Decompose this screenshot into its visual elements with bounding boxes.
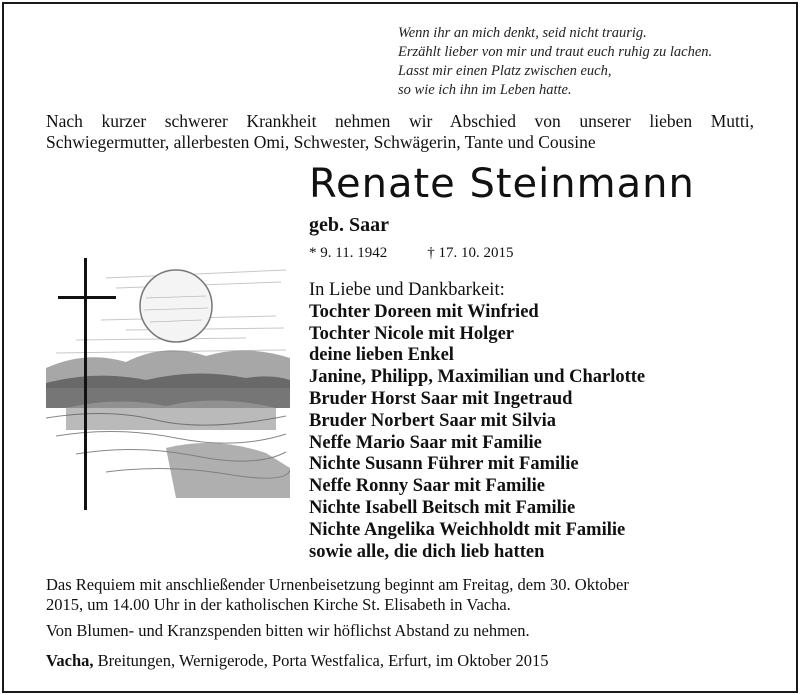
memorial-image <box>46 258 290 510</box>
places-rest: Breitungen, Wernigerode, Porta Westfalica, Erfurt, im Oktober 2015 <box>93 651 549 670</box>
mourner-line: Tochter Doreen mit Winfried <box>309 301 539 322</box>
cross-landscape-icon <box>46 258 290 510</box>
mourner-line: Nichte Susann Führer mit Familie <box>309 454 579 475</box>
mourner-line: Neffe Ronny Saar mit Familie <box>309 476 546 497</box>
life-dates <box>309 245 513 262</box>
poem-line: so wie ich ihn im Leben hatte. <box>398 82 572 98</box>
mourner-line: Tochter Nicole mit Holger <box>309 323 514 344</box>
mourner-line: deine lieben Enkel <box>309 345 454 366</box>
poem-line: Lasst mir einen Platz zwischen euch, <box>398 63 612 79</box>
poem-line: Wenn ihr an mich denkt, seid nicht traurig. <box>398 25 647 41</box>
mourner-line: Bruder Horst Saar mit Ingetraud <box>309 388 573 409</box>
requiem-line: 2015, um 14.00 Uhr in der katholischen Kirche St. Elisabeth in Vacha. <box>46 595 511 614</box>
place-vacha: Vacha, <box>46 651 94 670</box>
deceased-name: Renate Steinmann <box>309 161 695 207</box>
birth-date: * 9. 11. 1942 <box>309 245 388 261</box>
mourner-line: Nichte Isabell Beitsch mit Familie <box>309 497 576 518</box>
poem-line: Erzählt lieber von mir und traut euch ruhig zu lachen. <box>398 44 713 60</box>
mourner-line: Neffe Mario Saar mit Familie <box>309 432 542 453</box>
intro-line: Schwiegermutter, allerbesten Omi, Schwester, Schwägerin, Tante und Cousine <box>46 132 596 152</box>
places-line <box>46 651 548 671</box>
poem <box>398 24 712 100</box>
death-date: † 17. 10. 2015 <box>427 245 514 261</box>
mourners-list <box>309 280 645 563</box>
mourner-line: sowie alle, die dich lieb hatten <box>309 541 545 562</box>
intro-line: Nach kurzer schwerer Krankheit nehmen wir Abschied von unserer lieben Mutti, <box>46 111 754 131</box>
intro-text <box>46 111 754 153</box>
requiem-notice <box>46 575 756 615</box>
born-name: geb. Saar <box>309 214 389 236</box>
flowers-notice: Von Blumen- und Kranzspenden bitten wir höflichst Abstand zu nehmen. <box>46 621 530 640</box>
requiem-line: Das Requiem mit anschließender Urnenbeisetzung beginnt am Freitag, dem 30. Oktober <box>46 575 629 594</box>
mourners-intro: In Liebe und Dankbarkeit: <box>309 280 505 300</box>
mourner-line: Nichte Angelika Weichholdt mit Familie <box>309 519 626 540</box>
mourner-line: Bruder Norbert Saar mit Silvia <box>309 410 556 431</box>
mourner-line: Janine, Philipp, Maximilian und Charlotte <box>309 367 646 388</box>
